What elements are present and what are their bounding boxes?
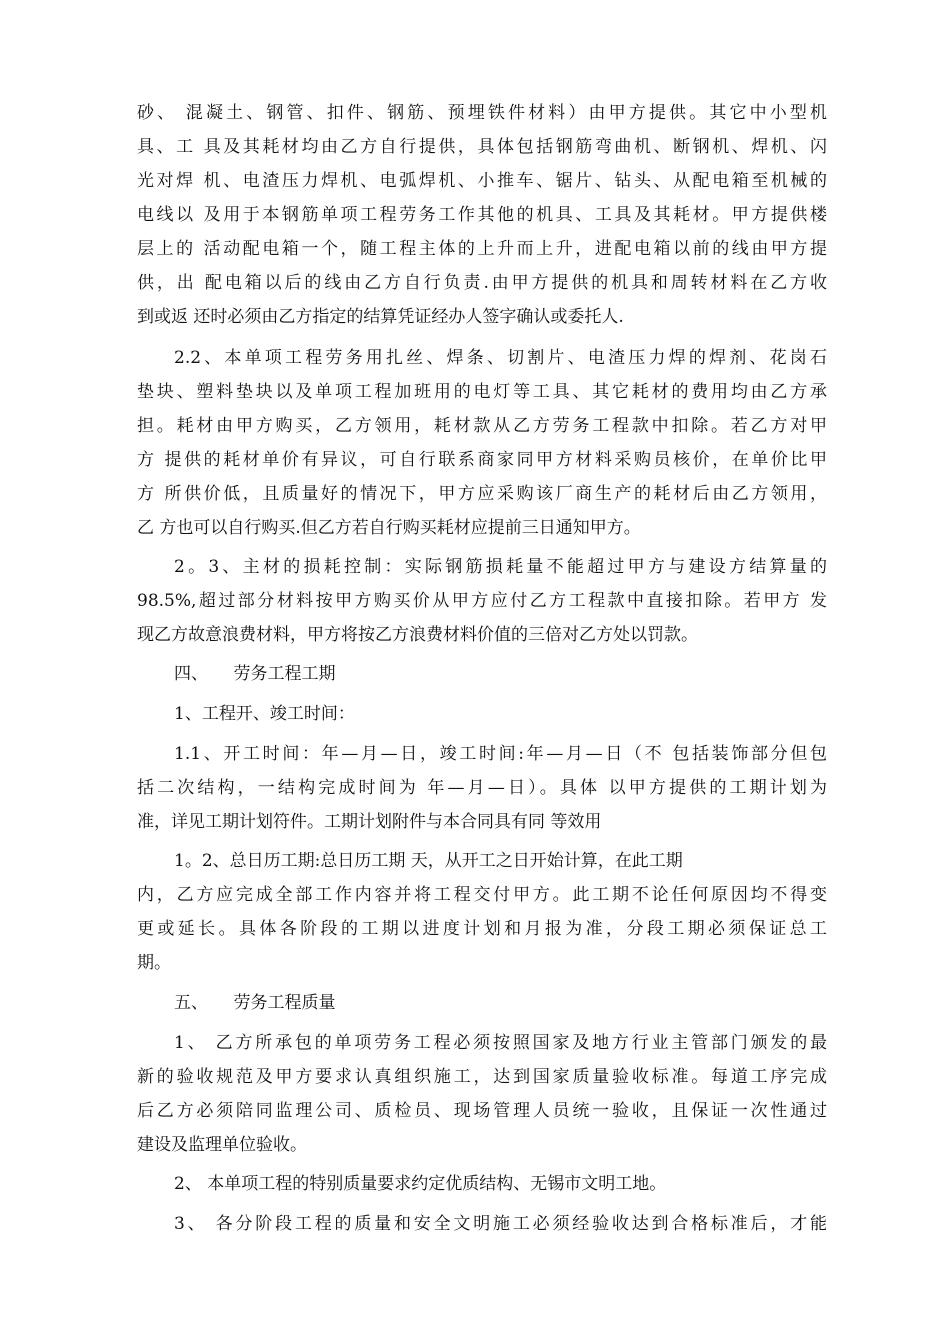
paragraph-first-line: 2.2、本单项工程劳务用扎丝、焊条、切割片、电渣压力焊的焊剂、花岗石 (174, 348, 827, 368)
text-line: 垫块、塑料垫块以及单项工程加班用的电灯等工具、其它耗材的费用均由乙方承 (137, 382, 827, 402)
paragraph-first-line: 2、 本单项工程的特别质量要求约定优质结构、无锡市文明工地。 (174, 1174, 667, 1194)
text-line: 新的验收规范及甲方要求认真组织施工，达到国家质量验收标准。每道工序完成 (137, 1067, 827, 1087)
text-line: 准，详见工期计划符件。工期计划附件与本合同具有同 等效用 (137, 812, 602, 832)
text-line: 内，乙方应完成全部工作内容并将工程交付甲方。此工期不论任何原因均不得变 (137, 885, 827, 905)
text-line: 现乙方故意浪费材料，甲方将按乙方浪费材料价值的三倍对乙方处以罚款。 (137, 625, 698, 645)
text-line: 供，出 配电箱以后的线由乙方自行负责.由甲方提供的机具和周转材料在乙方收 (137, 273, 827, 293)
text-line: 光对焊 机、电渣压力焊机、电弧焊机、小推车、锯片、钻头、从配电箱至机械的 (137, 171, 827, 191)
paragraph-first-line: 1、 乙方所承包的单项劳务工程必须按照国家及地方行业主管部门颁发的最 (174, 1033, 827, 1053)
paragraph-first-line: 1。2、总日历工期:总日历工期 天，从开工之日开始计算，在此工期 (174, 851, 683, 871)
subheading: 1、工程开、竣工时间： (174, 704, 355, 724)
paragraph-first-line: 3、 各分阶段工程的质量和安全文明施工必须经验收达到合格标准后，才能 (174, 1214, 827, 1234)
text-line: 担。耗材由甲方购买，乙方领用，耗材款从乙方劳务工程款中扣除。若乙方对甲 (137, 416, 827, 436)
text-line: 方 所供价低，且质量好的情况下，甲方应采购该厂商生产的耗材后由乙方领用， (137, 484, 827, 504)
text-line: 括二次结构，一结构完成时间为 年—月—日）。具体 以甲方提供的工期计划为 (137, 778, 827, 798)
section-heading: 四、 劳务工程工期 (174, 664, 336, 684)
text-line: 98.5%,超过部分材料按甲方购买价从甲方应付乙方工程款中直接扣除。若甲方 发 (137, 591, 827, 611)
section-heading: 五、 劳务工程质量 (174, 993, 336, 1013)
text-line: 层上的 活动配电箱一个，随工程主体的上升而上升，进配电箱以前的线由甲方提 (137, 239, 827, 259)
paragraph-first-line: 1.1、开工时间：年—月—日，竣工时间:年—月—日（不 包括装饰部分但包 (174, 744, 827, 764)
text-line: 更或延长。具体各阶段的工期以进度计划和月报为准，分段工期必须保证总工 (137, 919, 827, 939)
text-line: 具、工 具及其耗材均由乙方自行提供，具体包括钢筋弯曲机、断钢机、焊机、闪 (137, 137, 827, 157)
text-line: 乙 方也可以自行购买.但乙方若自行购买耗材应提前三日通知甲方。 (137, 518, 641, 538)
text-line: 到或返 还时必须由乙方指定的结算凭证经办人签字确认或委托人. (137, 307, 624, 327)
text-line: 方 提供的耗材单价有异议，可自行联系商家同甲方材料采购员核价，在单价比甲 (137, 450, 827, 470)
paragraph-first-line: 2。3、主材的损耗控制：实际钢筋损耗量不能超过甲方与建设方结算量的 (174, 557, 827, 577)
text-line: 建设及监理单位验收。 (137, 1135, 307, 1155)
text-line: 后乙方必须陪同监理公司、质检员、现场管理人员统一验收，且保证一次性通过 (137, 1101, 827, 1121)
text-line: 砂、 混凝土、钢管、扣件、钢筋、预埋铁件材料）由甲方提供。其它中小型机 (137, 103, 827, 123)
text-line: 电线以 及用于本钢筋单项工程劳务工作其他的机具、工具及其耗材。甲方提供楼 (137, 205, 827, 225)
text-line: 期。 (137, 953, 171, 973)
